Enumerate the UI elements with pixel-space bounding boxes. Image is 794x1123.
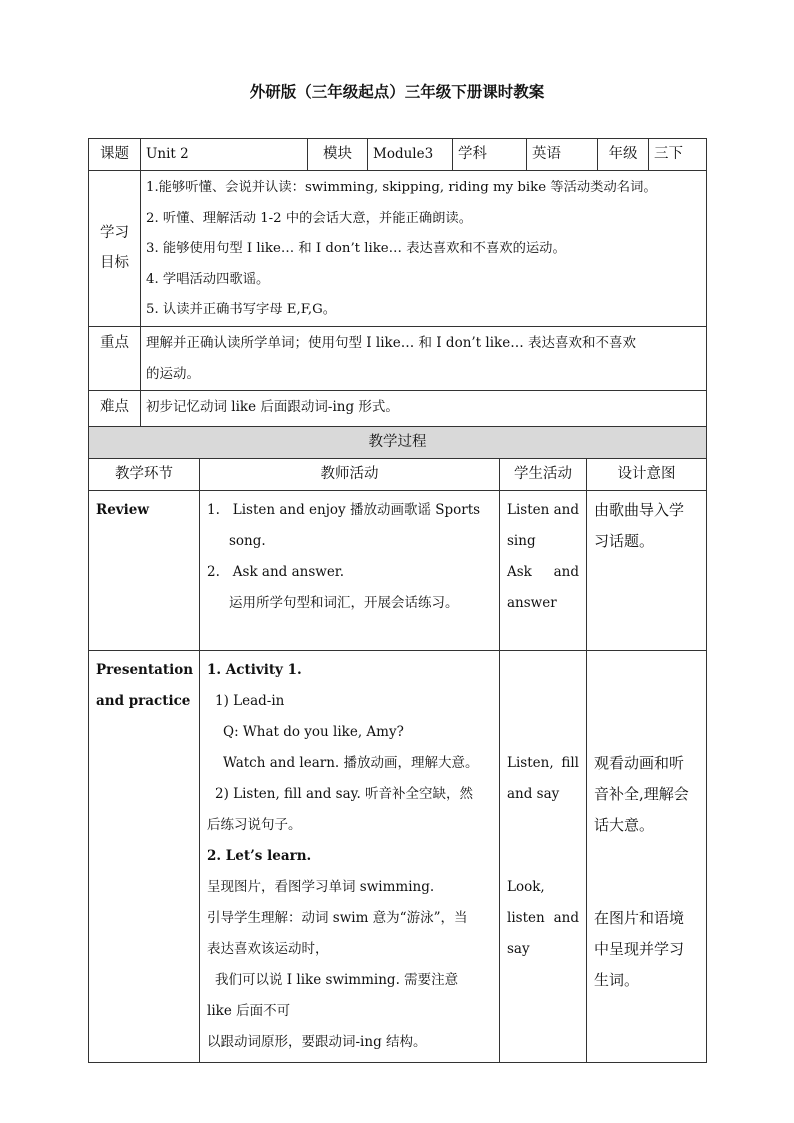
topic-label: 课题	[89, 139, 141, 171]
review-row	[89, 491, 707, 651]
review-item1-line2: song.	[229, 533, 266, 549]
student-word: Look,	[507, 879, 545, 895]
objectives-label	[89, 171, 141, 327]
review-design-line1: 由歌曲导入学	[594, 501, 685, 519]
presentation-student-activity	[500, 651, 587, 1063]
teacher-line: like 后面不可	[207, 1003, 291, 1019]
objectives-row	[89, 171, 707, 327]
presentation-stage	[89, 651, 200, 1063]
review-student-word: Ask	[507, 564, 532, 580]
review-student-activity	[500, 491, 587, 651]
header-row	[89, 139, 707, 171]
column-header-teacher: 教师活动	[200, 459, 500, 491]
objectives-label-line1: 学习	[100, 225, 129, 242]
teacher-line: 呈现图片，看图学习单词 swimming.	[207, 879, 435, 895]
column-header-stage: 教学环节	[89, 459, 200, 491]
design-line: 音补全,理解会	[594, 785, 689, 803]
teacher-line: 以跟动词原形，要跟动词-ing 结构。	[207, 1034, 427, 1050]
teacher-line: 表达喜欢该运动时，	[207, 941, 329, 957]
review-student-word: sing	[507, 533, 536, 549]
review-student-word: and	[553, 564, 579, 580]
teacher-line: 我们可以说 I like swimming. 需要注意	[215, 972, 459, 988]
presentation-stage-line1: Presentation	[96, 662, 194, 678]
design-line: 生词。	[594, 971, 640, 989]
objectives-label-line2: 目标	[100, 255, 129, 272]
key-points-line2: 的运动。	[146, 365, 200, 382]
module-label: 模块	[308, 139, 368, 171]
student-word: and say	[507, 786, 560, 802]
grade-value: 三下	[649, 139, 707, 171]
column-header-design: 设计意图	[587, 459, 707, 491]
design-line: 在图片和语境	[594, 909, 685, 927]
teacher-line: 2) Listen, fill and say. 听音补全空缺，然	[215, 786, 474, 802]
process-title: 教学过程	[89, 427, 707, 459]
subject-label: 学科	[453, 139, 527, 171]
student-word: fill	[561, 755, 579, 771]
review-design-line2: 习话题。	[594, 532, 655, 550]
design-line: 观看动画和听	[594, 754, 685, 772]
design-line: 话大意。	[594, 816, 655, 834]
review-item1-number: 1.	[207, 502, 220, 518]
process-column-header-row	[89, 459, 707, 491]
difficult-points-label: 难点	[89, 390, 141, 434]
teacher-line: Watch and learn. 播放动画，理解大意。	[223, 755, 479, 771]
student-word: listen	[507, 910, 545, 926]
objective-item: 3. 能够使用句型 I like… 和 I don’t like… 表达喜欢和不喜欢的运动。	[146, 241, 566, 256]
module-value: Module3	[368, 139, 453, 171]
teacher-line: 后练习说句子。	[207, 817, 302, 833]
grade-label: 年级	[598, 139, 649, 171]
subject-value: 英语	[527, 139, 598, 171]
review-design-intent	[587, 491, 707, 651]
document-title: 外研版（三年级起点）三年级下册课时教案	[249, 82, 545, 101]
review-item1-line1: Listen and enjoy 播放动画歌谣 Sports	[232, 502, 481, 518]
presentation-row	[89, 651, 707, 1063]
review-item2-number: 2.	[207, 564, 220, 580]
teacher-line: 1) Lead-in	[215, 693, 285, 709]
teacher-line: 2. Let’s learn.	[207, 848, 312, 864]
key-points-line1: 理解并正确认读所学单词；使用句型 I like… 和 I don’t like… 表达喜欢和不喜欢	[146, 334, 636, 351]
review-student-word: Listen	[507, 502, 550, 518]
presentation-stage-line2: and practice	[96, 693, 191, 709]
objective-item: 4. 学唱活动四歌谣。	[146, 271, 270, 287]
review-student-word: and	[553, 502, 579, 518]
review-stage: Review	[89, 491, 200, 651]
review-teacher-activity	[200, 491, 500, 651]
teacher-line: 引导学生理解：动词 swim 意为“游泳”，当	[207, 910, 468, 926]
column-header-student: 学生活动	[500, 459, 587, 491]
objectives-content	[141, 171, 707, 327]
review-item2-line1: Ask and answer.	[232, 564, 345, 580]
design-line: 中呈现并学习	[594, 940, 685, 958]
key-points-label: 重点	[89, 326, 141, 390]
topic-value: Unit 2	[141, 139, 308, 171]
process-title-row	[89, 427, 707, 459]
objective-item: 2. 听懂、理解活动 1-2 中的会话大意，并能正确朗读。	[146, 210, 473, 226]
student-word: Listen,	[507, 755, 554, 771]
teaching-process-table	[88, 426, 707, 1063]
review-student-word: answer	[507, 595, 557, 611]
student-word: say	[507, 941, 530, 957]
objective-item: 1.能够听懂、会说并认读：swimming, skipping, riding my bike 等活动类动名词。	[146, 180, 657, 195]
student-word: and	[553, 910, 579, 926]
objective-item: 5. 认读并正确书写字母 E,F,G。	[146, 302, 337, 317]
review-item2-line2: 运用所学句型和词汇，开展会话练习。	[229, 595, 459, 611]
difficult-points-content: 初步记忆动词 like 后面跟动词-ing 形式。	[141, 390, 707, 434]
key-points-row	[89, 326, 707, 390]
presentation-design-intent	[587, 651, 707, 1063]
presentation-teacher-activity	[200, 651, 500, 1063]
teacher-line: 1. Activity 1.	[207, 662, 302, 678]
lesson-info-table	[88, 138, 707, 435]
teacher-line: Q: What do you like, Amy?	[223, 724, 404, 740]
key-points-content	[141, 326, 707, 390]
